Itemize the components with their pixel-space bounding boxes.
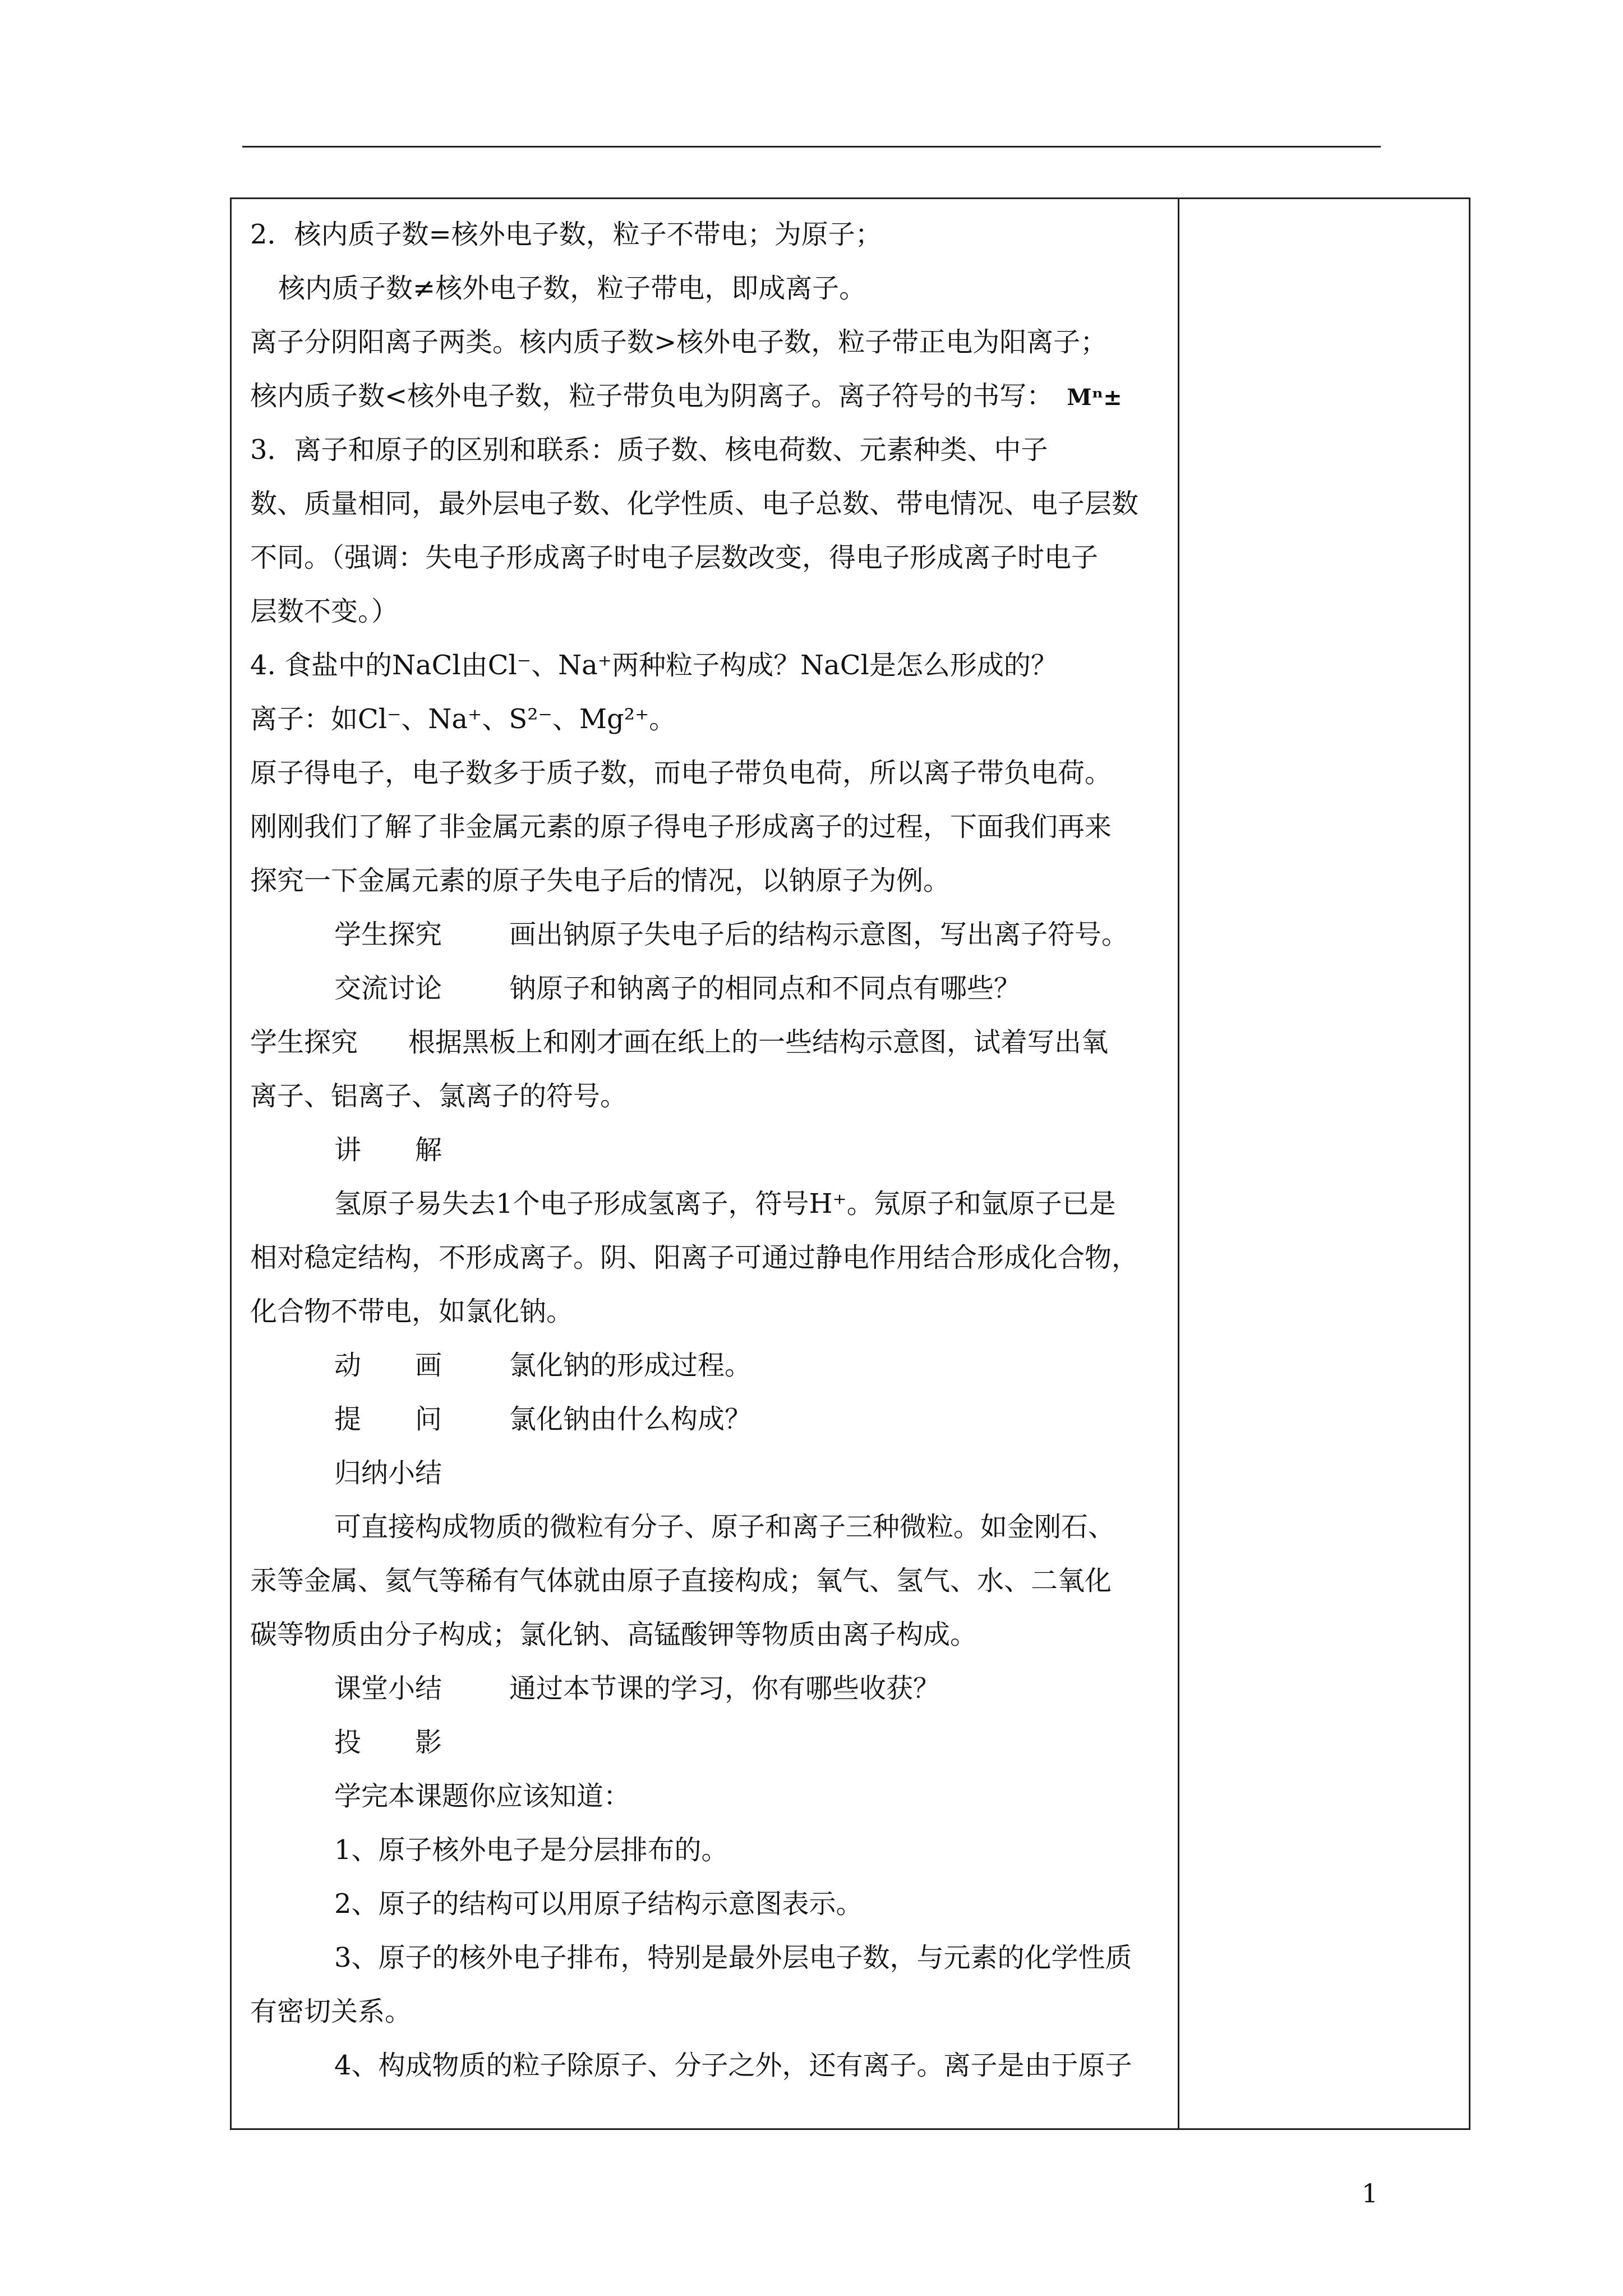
text-line: 学完本课题你应该知道： (334, 1780, 631, 1812)
text-line: 不同。（强调：失电子形成离子时电子层数改变，得电子形成离子时电子 (250, 542, 1099, 573)
summary-item: 1、原子核外电子是分层排布的。 (334, 1834, 728, 1866)
activity-label: 学生探究 (334, 919, 442, 950)
activity-line (334, 1338, 1164, 1392)
lesson-content (250, 197, 1164, 2127)
text-line: 可直接构成物质的微粒有分子、原子和离子三种微粒。如金刚石、 (334, 1511, 1115, 1543)
text-line (250, 369, 1164, 423)
summary-item: 3、原子的核外电子排布，特别是最外层电子数，与元素的化学性质 (334, 1942, 1132, 1973)
text-line: 层数不变。） (250, 596, 399, 627)
activity-text: 通过本节课的学习，你有哪些收获？ (509, 1673, 940, 1704)
activity-label: 提 问 (334, 1404, 442, 1435)
activity-text: 氯化钠的形成过程。 (509, 1350, 752, 1381)
text-line: 核内质子数≠核外电子数，粒子带电，即成离子。 (278, 273, 866, 304)
text-line: 汞等金属、氦气等稀有气体就由原子直接构成；氧气、氢气、水、二氧化 (250, 1565, 1112, 1596)
activity-line (334, 1662, 1164, 1715)
summary-item: 2、原子的结构可以用原子结构示意图表示。 (334, 1888, 863, 1920)
activity-label: 讲 解 (334, 1134, 442, 1166)
activity-line (250, 1015, 1164, 1069)
text-line: 碳等物质由分子构成；氯化钠、高锰酸钾等物质由离子构成。 (250, 1619, 978, 1650)
text-line: 化合物不带电，如氯化钠。 (250, 1296, 574, 1327)
activity-text: 氯化钠由什么构成？ (509, 1404, 752, 1435)
activity-line (334, 961, 1164, 1015)
text-line: 探究一下金属元素的原子失电子后的情况，以钠原子为例。 (250, 865, 951, 896)
activity-label: 动 画 (334, 1350, 442, 1381)
summary-item: 有密切关系。 (250, 1996, 412, 2027)
summary-item: 4、构成物质的粒子除原子、分子之外，还有离子。离子是由于原子 (334, 2050, 1132, 2081)
text-line: 离子、铝离子、氯离子的符号。 (250, 1080, 628, 1112)
text-line: 刚刚我们了解了非金属元素的原子得电子形成离子的过程，下面我们再来 (250, 811, 1112, 843)
activity-line (334, 908, 1164, 961)
text-line: 氢原子易失去1个电子形成氢离子，符号H⁺。氖原子和氩原子已是 (334, 1188, 1116, 1220)
text-line: 离子分阴阳离子两类。核内质子数>核外电子数，粒子带正电为阳离子； (250, 326, 1108, 358)
text-line: 相对稳定结构，不形成离子。阴、阳离子可通过静电作用结合形成化合物， (250, 1242, 1139, 1273)
text-line: 2．核内质子数=核外电子数，粒子不带电；为原子； (250, 219, 882, 250)
page-number: 1 (1362, 2178, 1378, 2208)
ion-symbol: Mⁿ± (1067, 384, 1122, 411)
text-line: 3．离子和原子的区别和联系：质子数、核电荷数、元素种类、中子 (250, 434, 1048, 466)
table-column-divider (1178, 197, 1179, 2130)
activity-label: 学生探究 (250, 1027, 358, 1058)
activity-label: 交流讨论 (334, 973, 442, 1004)
activity-label: 课堂小结 (334, 1673, 442, 1704)
activity-text: 画出钠原子失电子后的结构示意图，写出离子符号。 (509, 919, 1129, 950)
activity-text: 根据黑板上和刚才画在纸上的一些结构示意图，试着写出氧 (408, 1027, 1109, 1058)
activity-label: 归纳小结 (334, 1457, 442, 1489)
text-line: 4. 食盐中的NaCl由Cl⁻、Na⁺两种粒子构成？NaCl是怎么形成的？ (250, 650, 1058, 681)
activity-text: 钠原子和钠离子的相同点和不同点有哪些？ (509, 973, 1021, 1004)
header-rule (242, 146, 1381, 148)
activity-line (334, 1392, 1164, 1446)
text-line: 离子：如Cl⁻、Na⁺、S²⁻、Mg²⁺。 (250, 703, 676, 735)
activity-label: 投 影 (334, 1727, 442, 1758)
text-line: 原子得电子，电子数多于质子数，而电子带负电荷，所以离子带负电荷。 (250, 757, 1112, 789)
text-line-content: 核内质子数<核外电子数，粒子带负电为阴离子。离子符号的书写： (250, 380, 1054, 412)
text-line: 数、质量相同，最外层电子数、化学性质、电子总数、带电情况、电子层数 (250, 488, 1139, 519)
